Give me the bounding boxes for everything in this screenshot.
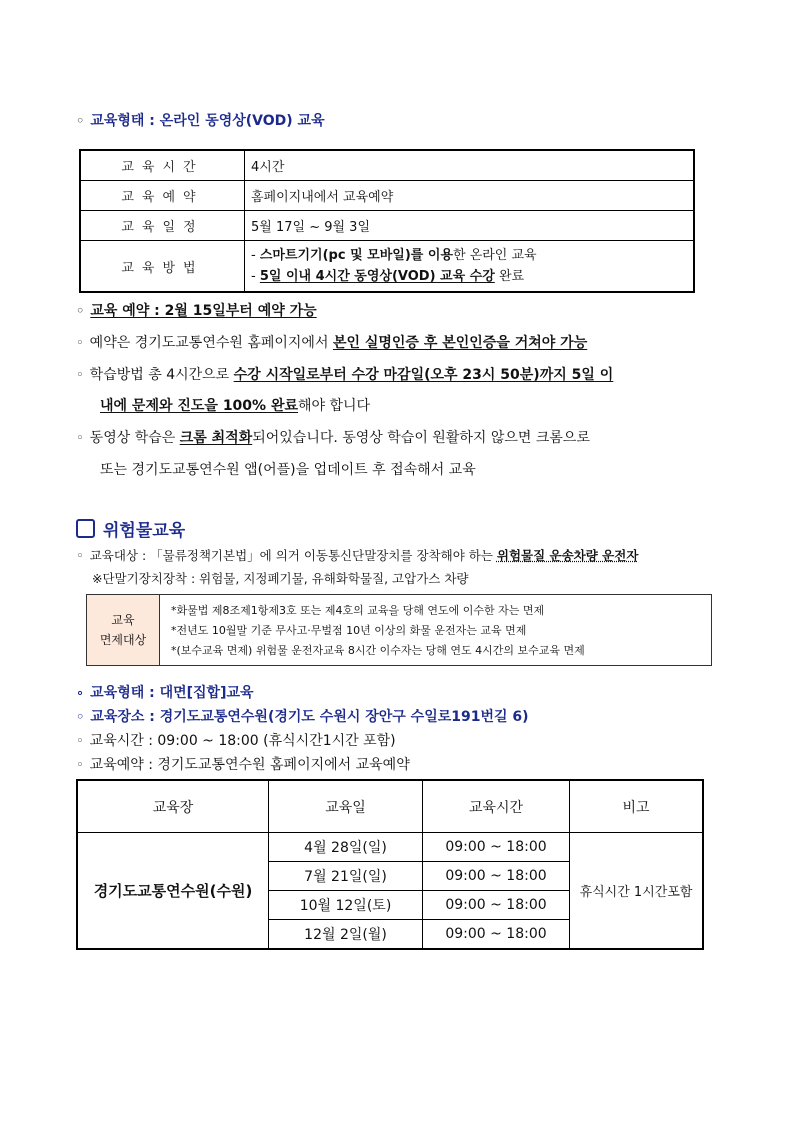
table-value: 홈페이지내에서 교육예약 (245, 181, 695, 211)
method-line-1: - 스마트기기(pc 및 모바일)를 이용한 온라인 교육 (251, 248, 537, 263)
table-value: 4시간 (245, 150, 695, 181)
method-cell (245, 241, 695, 293)
bullet-icon: ∘ (76, 686, 85, 701)
table-key: 교육예약 (80, 181, 245, 211)
time-cell: 09:00 ~ 18:00 (423, 891, 570, 920)
column-header: 교육일 (269, 780, 423, 833)
table-header-row (77, 780, 703, 833)
hazmat-target (76, 546, 638, 564)
bullet-icon: ◦ (76, 734, 84, 749)
table-key: 교육방법 (80, 241, 245, 293)
reserve-note (76, 302, 317, 321)
target-text: 교육대상 : 「물류정책기본법」에 의거 이동통신단말장치를 장착해야 하는 (89, 548, 497, 563)
method-bold-2: 내에 문제와 진도을 100% 완료 (100, 398, 298, 414)
reservation-text: 교육예약 : 경기도교통연수원 홈페이지에서 교육예약 (89, 757, 410, 773)
auth-text: 예약은 경기도교통연수원 홈페이지에서 (89, 335, 333, 351)
hazmat-reservation (76, 756, 410, 775)
date-cell: 4월 28일(일) (269, 833, 423, 862)
date-cell: 7월 21일(일) (269, 862, 423, 891)
bullet-chrome (76, 429, 590, 448)
checkbox-square-icon (76, 519, 95, 538)
date-cell: 10월 12일(토) (269, 891, 423, 920)
online-heading (76, 112, 325, 131)
schedule-table (76, 779, 704, 950)
table-row (80, 241, 694, 293)
bullet-icon: ◦ (76, 710, 85, 725)
exemption-label (87, 595, 160, 665)
online-heading-text: 교육형태 : 온라인 동영상(VOD) 교육 (90, 113, 325, 129)
table-value: 5월 17일 ~ 9월 3일 (245, 211, 695, 241)
hazmat-place (76, 708, 529, 727)
method-line-2: - 5일 이내 4시간 동영상(VOD) 교육 수강 완료 (251, 269, 525, 284)
bullet-icon: ◦ (76, 368, 84, 383)
date-cell: 12월 2일(월) (269, 920, 423, 950)
exemption-list (171, 601, 585, 661)
chrome-bold: 크롬 최적화 (179, 430, 253, 446)
table-row (80, 181, 694, 211)
bullet-icon: ◦ (76, 114, 85, 129)
form-text: 교육형태 : 대면[집합]교육 (90, 685, 254, 701)
column-header: 비고 (570, 780, 704, 833)
table-row (77, 833, 703, 862)
method-line-2-bold: 5일 이내 4시간 동영상(VOD) 교육 수강 (259, 269, 495, 284)
method-line-1-rest: 한 온라인 교육 (453, 248, 537, 263)
chrome-rest: 되어있습니다. 동영상 학습이 원활하지 않으면 크롬으로 (252, 430, 590, 446)
hazmat-title-text: 위험물교육 (103, 521, 186, 541)
reserve-text: 교육 예약 : 2월 15일부터 예약 가능 (90, 303, 317, 319)
bullet-auth (76, 334, 587, 353)
method-line-1-bold: 스마트기기(pc 및 모바일)를 이용 (259, 248, 453, 263)
bullet-icon: ◦ (76, 758, 84, 773)
exemption-label-2: 면제대상 (99, 633, 147, 647)
list-item: *화물법 제8조제1항제3호 또는 제4호의 교육을 당해 연도에 이수한 자는 면제 (171, 604, 545, 617)
venue-cell: 경기도교통연수원(수원) (77, 833, 269, 950)
bullet-chrome-cont (100, 461, 476, 479)
auth-bold: 본인 실명인증 후 본인인증을 거쳐야 가능 (332, 335, 588, 351)
note-cell: 휴식시간 1시간포함 (570, 833, 704, 950)
column-header: 교육시간 (423, 780, 570, 833)
bullet-icon: ◦ (76, 549, 84, 564)
bullet-method-cont (100, 397, 370, 415)
bullet-icon: ◦ (76, 304, 85, 319)
method-text: 학습방법 총 4시간으로 (89, 367, 234, 383)
table-row (80, 150, 694, 181)
column-header: 교육장 (77, 780, 269, 833)
exemption-box (86, 594, 712, 666)
table-key: 교육일정 (80, 211, 245, 241)
hazmat-time (76, 732, 396, 751)
list-item: *전년도 10월말 기준 무사고·무벌점 10년 이상의 화물 운전자는 교육 면제 (171, 624, 527, 637)
target-bold: 위험물질 운송차량 운전자 (496, 548, 639, 563)
time-cell: 09:00 ~ 18:00 (423, 862, 570, 891)
list-item: *(보수교육 면제) 위험물 운전자교육 8시간 이수자는 당해 연도 4시간의 보수교육 면제 (171, 644, 585, 657)
table-key: 교육시간 (80, 150, 245, 181)
method-bold-1: 수강 시작일로부터 수강 마감일(오후 23시 50분)까지 5일 이 (233, 367, 614, 383)
bullet-icon: ◦ (76, 431, 84, 446)
bullet-method (76, 366, 613, 385)
time-cell: 09:00 ~ 18:00 (423, 833, 570, 862)
hazmat-section-title (76, 516, 185, 541)
hazmat-note: ※단말기장치장착 : 위험물, 지정폐기물, 유해화학물질, 고압가스 차량 (92, 571, 469, 586)
time-cell: 09:00 ~ 18:00 (423, 920, 570, 950)
method-rest: 해야 합니다 (298, 398, 371, 414)
time-text: 교육시간 : 09:00 ~ 18:00 (휴식시간1시간 포함) (89, 733, 396, 749)
chrome-text: 동영상 학습은 (89, 430, 180, 446)
exemption-label-1: 교육 (111, 613, 135, 627)
method-line-2-rest: 완료 (498, 269, 525, 284)
online-info-table (79, 149, 695, 293)
table-row (80, 211, 694, 241)
bullet-icon: ◦ (76, 336, 84, 351)
hazmat-form (76, 684, 254, 703)
place-text: 교육장소 : 경기도교통연수원(경기도 수원시 장안구 수일로191번길 6) (90, 709, 529, 725)
chrome-line-2: 또는 경기도교통연수원 앱(어플)을 업데이트 후 접속해서 교육 (100, 462, 476, 478)
